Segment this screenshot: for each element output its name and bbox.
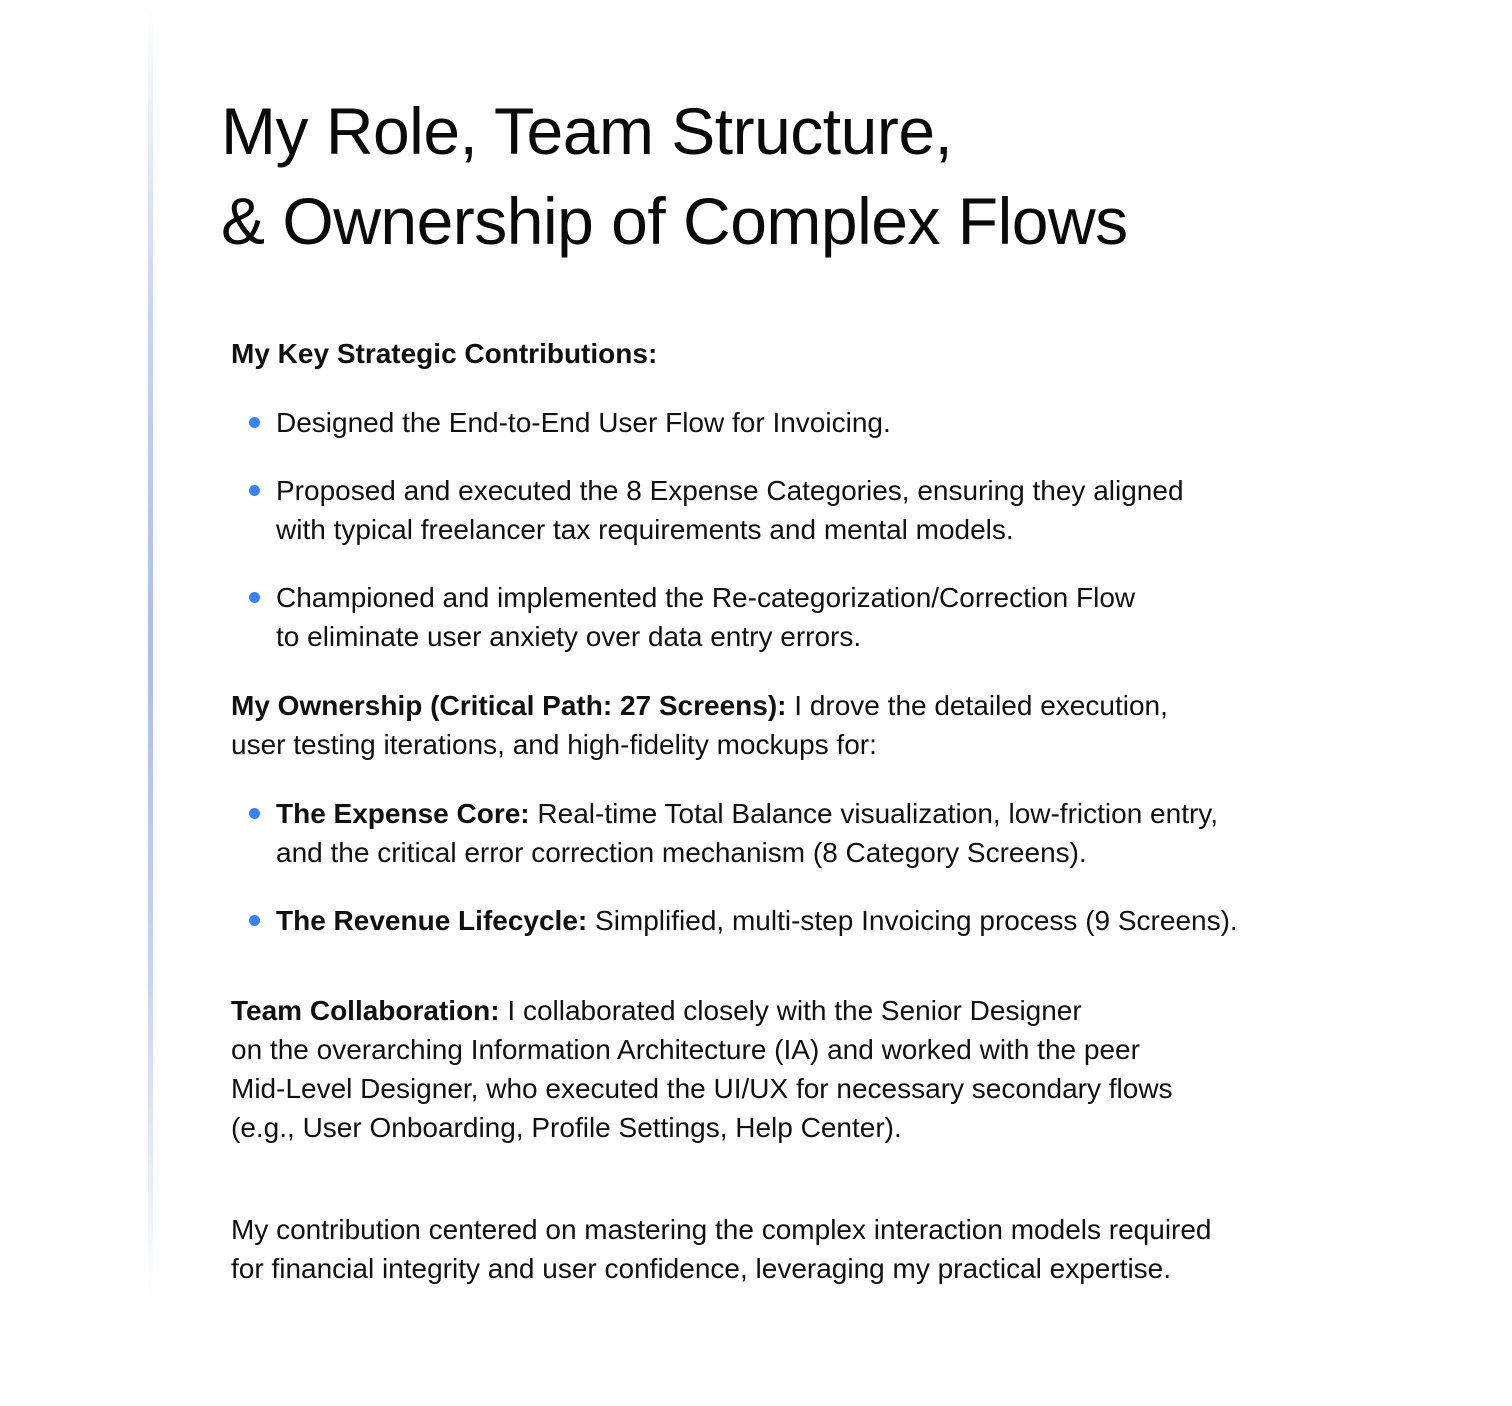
collaboration-line-3: Mid-Level Designer, who executed the UI/UX for necessary secondary flows	[231, 1073, 1173, 1104]
list-item-text: Proposed and executed the 8 Expense Categories, ensuring they aligned	[276, 475, 1184, 506]
ownership-label: My Ownership (Critical Path: 27 Screens):	[231, 690, 787, 721]
collaboration-line-2: on the overarching Information Architecture (IA) and worked with the peer	[231, 1034, 1140, 1065]
contributions-list	[231, 403, 1381, 656]
bullet-dot-icon	[249, 808, 260, 819]
page-title-line-1: My Role, Team Structure,	[221, 94, 953, 168]
closing-paragraph	[231, 1210, 1381, 1288]
list-item-text: Real-time Total Balance visualization, low-friction entry,	[529, 798, 1219, 829]
ownership-paragraph	[231, 686, 1381, 764]
bullet-dot-icon	[249, 915, 260, 926]
contributions-heading: My Key Strategic Contributions:	[231, 338, 658, 369]
collaboration-text: I collaborated closely with the Senior Designer	[499, 995, 1082, 1026]
list-item-label: The Revenue Lifecycle:	[276, 905, 588, 936]
content-body	[231, 334, 1381, 1288]
ownership-text: I drove the detailed execution,	[786, 690, 1168, 721]
list-item	[231, 578, 1381, 656]
closing-line-1: My contribution centered on mastering the complex interaction models required	[231, 1214, 1212, 1245]
side-accent-rule	[148, 0, 153, 1300]
ownership-line-1	[231, 686, 1381, 725]
list-item	[231, 794, 1381, 872]
ownership-line-2: user testing iterations, and high-fidelity mockups for:	[231, 729, 877, 760]
closing-line-2: for financial integrity and user confidence, leveraging my practical expertise.	[231, 1253, 1172, 1284]
list-item	[231, 471, 1381, 549]
collaboration-line-1	[231, 991, 1381, 1030]
list-item-text: Designed the End-to-End User Flow for Invoicing.	[276, 407, 891, 438]
page-title	[221, 86, 1128, 266]
list-item-text: Simplified, multi-step Invoicing process (9 Screens).	[587, 905, 1238, 936]
bullet-dot-icon	[249, 417, 260, 428]
collaboration-paragraph	[231, 991, 1381, 1147]
ownership-list	[231, 794, 1381, 940]
collaboration-label: Team Collaboration:	[231, 995, 500, 1026]
list-item-text: with typical freelancer tax requirements and mental models.	[276, 514, 1014, 545]
page-title-line-2: & Ownership of Complex Flows	[221, 184, 1128, 258]
list-item	[231, 403, 1381, 442]
list-item-line	[276, 901, 1381, 940]
list-item-line	[276, 794, 1381, 833]
bullet-dot-icon	[249, 485, 260, 496]
list-item-label: The Expense Core:	[276, 798, 530, 829]
bullet-dot-icon	[249, 592, 260, 603]
list-item-text: to eliminate user anxiety over data entry errors.	[276, 621, 862, 652]
list-item-text: Championed and implemented the Re-categorization/Correction Flow	[276, 582, 1136, 613]
list-item	[231, 901, 1381, 940]
list-item-text: and the critical error correction mechanism (8 Category Screens).	[276, 837, 1087, 868]
collaboration-line-4: (e.g., User Onboarding, Profile Settings, Help Center).	[231, 1112, 902, 1143]
